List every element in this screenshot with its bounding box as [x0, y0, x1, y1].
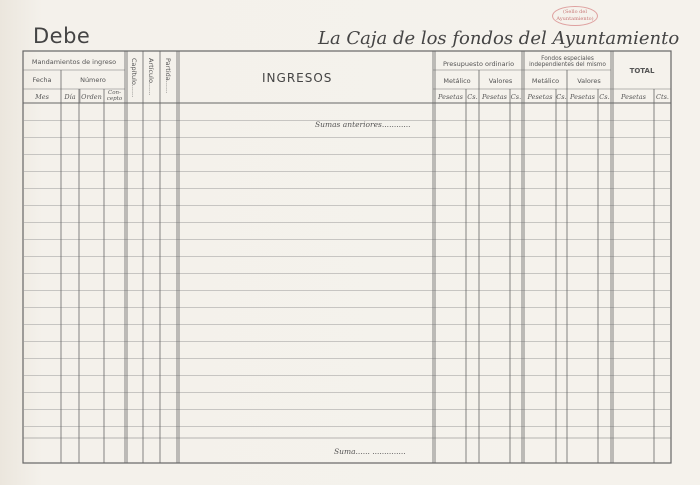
- partida-header: Partida......: [164, 58, 172, 94]
- metalico-especial-header: Metálico: [531, 77, 560, 85]
- articulo-header: Artículo......: [147, 58, 155, 96]
- cs-header-1: Cs.: [467, 93, 478, 101]
- capitulo-header: Capítulo......: [130, 58, 138, 98]
- cts-header-total: Cts.: [656, 93, 669, 101]
- numero-header: Número: [80, 76, 106, 84]
- ledger-title: La Caja de los fondos del Ayuntamiento: [318, 28, 680, 49]
- sumas-anteriores-label: Sumas anteriores............: [315, 120, 411, 129]
- fondos-header-line1: Fondos especiales: [541, 56, 594, 62]
- dia-header: Día: [64, 93, 76, 101]
- valores-especial-header: Valores: [577, 77, 601, 85]
- mes-header: Mes: [35, 93, 49, 101]
- valores-ordinario-header: Valores: [488, 77, 513, 85]
- fondos-header-line2: independientes del mismo: [529, 62, 606, 68]
- cs-header-4: Cs.: [599, 93, 610, 101]
- pesetas-header-total: Pesetas: [621, 93, 646, 101]
- stamp-line-2: Ayuntamiento): [556, 16, 594, 22]
- cs-header-3: Cs.: [556, 93, 567, 101]
- total-header: TOTAL: [629, 67, 655, 75]
- presupuesto-header: Presupuesto ordinario: [442, 60, 515, 68]
- concepto-header: Con-cepto: [106, 90, 123, 102]
- pesetas-header-2: Pesetas: [482, 93, 507, 101]
- suma-label: Suma...... ..............: [334, 447, 406, 456]
- pesetas-header-3: Pesetas: [527, 93, 553, 101]
- stamp-line-1: (Sello del: [563, 9, 587, 15]
- pesetas-header-4: Pesetas: [570, 93, 595, 101]
- cs-header-2: Cs.: [510, 93, 522, 101]
- ingresos-header: INGRESOS: [262, 71, 333, 85]
- fecha-header: Fecha: [32, 76, 52, 84]
- debe-heading: Debe: [33, 24, 91, 48]
- metalico-ordinario-header: Metálico: [443, 77, 471, 85]
- orden-header: Orden: [81, 93, 102, 101]
- mandamientos-header: Mandamientos de ingreso: [31, 58, 117, 66]
- pesetas-header-1: Pesetas: [438, 93, 463, 101]
